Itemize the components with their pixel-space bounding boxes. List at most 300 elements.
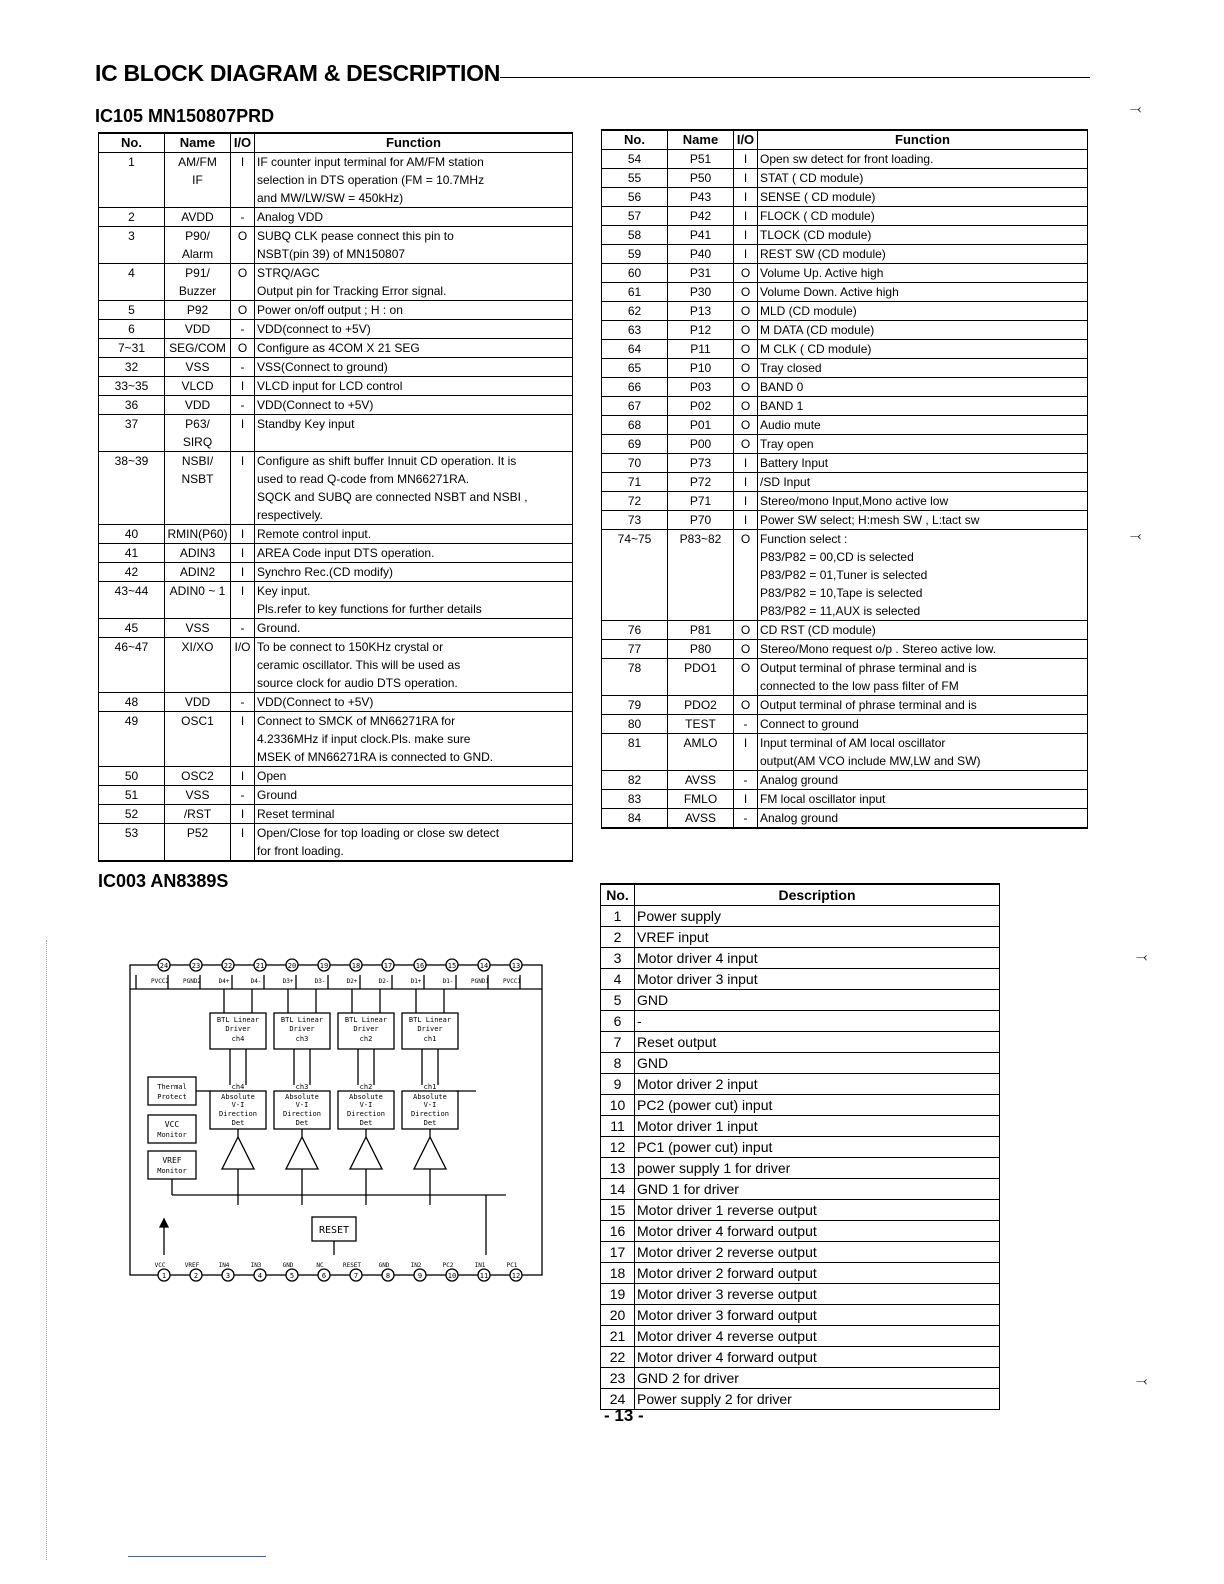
pin-function — [255, 153, 573, 208]
pin-io: I — [231, 525, 255, 544]
pin-function-line: IF counter input terminal for AM/FM station — [257, 155, 484, 169]
pin-function — [255, 619, 573, 638]
pin-function — [758, 188, 1088, 207]
pin-function — [758, 169, 1088, 188]
pin-name-line: P13 — [689, 304, 712, 318]
pin-name-line: RMIN(P60) — [167, 527, 228, 541]
pin-function-line: BAND 0 — [760, 380, 804, 394]
pin-description: Motor driver 4 reverse output — [635, 1326, 1000, 1347]
pin-name — [668, 511, 734, 530]
pin-number: 40 — [99, 525, 165, 544]
pin-name — [668, 207, 734, 226]
table-row — [99, 786, 573, 805]
table-row — [601, 1263, 1000, 1284]
pin-name — [165, 320, 231, 339]
pin-io: - — [734, 715, 758, 734]
pin-function — [758, 283, 1088, 302]
bottom-pin-number: 2 — [193, 1272, 199, 1280]
pin-name-line: P12 — [689, 323, 712, 337]
pin-number: 46~47 — [99, 638, 165, 693]
detector-label: Det — [295, 1119, 309, 1127]
table-row — [602, 696, 1088, 715]
table-row — [99, 712, 573, 767]
pin-number: 83 — [602, 790, 668, 809]
pin-function — [758, 150, 1088, 169]
detector-label: Absolute — [285, 1093, 319, 1101]
table-row — [602, 245, 1088, 264]
pin-io: - — [231, 208, 255, 227]
driver-label: Driver — [289, 1025, 315, 1033]
pin-io: I — [231, 767, 255, 786]
pin-function — [758, 454, 1088, 473]
pin-number: 68 — [602, 416, 668, 435]
pin-number: 21 — [601, 1326, 635, 1347]
pin-name-line: P91/ — [185, 266, 210, 280]
pin-number: 37 — [99, 415, 165, 452]
table-row — [602, 226, 1088, 245]
pin-io: I — [734, 169, 758, 188]
pin-name — [165, 153, 231, 208]
pin-name-line: P31 — [689, 266, 712, 280]
table-row — [602, 283, 1088, 302]
pin-io: I/O — [231, 638, 255, 693]
pin-description: PC1 (power cut) input — [635, 1137, 1000, 1158]
pin-number: 84 — [602, 809, 668, 829]
pin-name — [165, 415, 231, 452]
pin-number: 77 — [602, 640, 668, 659]
pin-function-line: Pls.refer to key functions for further details — [257, 602, 482, 616]
table-row — [602, 640, 1088, 659]
pin-name-line: IF — [192, 173, 203, 187]
pin-io: I — [734, 245, 758, 264]
table-row — [602, 416, 1088, 435]
pin-name-line: Buzzer — [178, 284, 217, 298]
pin-function — [255, 227, 573, 264]
pin-name — [165, 227, 231, 264]
pin-description: Power supply — [635, 906, 1000, 927]
pin-description: PC2 (power cut) input — [635, 1095, 1000, 1116]
ic003-pin-table — [600, 883, 1000, 1410]
pin-name — [668, 435, 734, 454]
pin-name — [668, 150, 734, 169]
pin-io: O — [734, 321, 758, 340]
pin-number: 62 — [602, 302, 668, 321]
bottom-pin-label: NC — [316, 1262, 324, 1269]
pin-function-line: Input terminal of AM local oscillator — [760, 736, 946, 750]
pin-function-line: 4.2336MHz if input clock.Pls. make sure — [257, 732, 471, 746]
pin-function-line: Analog ground — [760, 773, 839, 787]
table-row — [602, 790, 1088, 809]
detector-label: Absolute — [349, 1093, 383, 1101]
pin-function — [255, 301, 573, 320]
pin-io: I — [734, 150, 758, 169]
pin-function-line: Audio mute — [760, 418, 821, 432]
pin-name — [165, 582, 231, 619]
pin-number: 56 — [602, 188, 668, 207]
table-row — [601, 1347, 1000, 1368]
bottom-pin-label: IN3 — [250, 1262, 262, 1269]
pin-name-line: P92 — [186, 303, 209, 317]
thermal-label: Protect — [157, 1093, 187, 1101]
pin-function — [255, 452, 573, 525]
pin-number: 38~39 — [99, 452, 165, 525]
pin-description: VREF input — [635, 927, 1000, 948]
pin-number: 49 — [99, 712, 165, 767]
pin-function-line: Standby Key input — [257, 417, 355, 431]
pin-name-line: AM/FM — [178, 155, 217, 169]
pin-io: O — [734, 530, 758, 621]
top-pin-number: 24 — [159, 962, 169, 970]
pin-name — [668, 790, 734, 809]
header-cell: No. — [602, 130, 668, 150]
pin-function-line: VSS(Connect to ground) — [257, 360, 388, 374]
table-row — [99, 227, 573, 264]
pin-io: I — [231, 377, 255, 396]
pin-description: Motor driver 2 forward output — [635, 1263, 1000, 1284]
table-row — [602, 511, 1088, 530]
pin-function — [758, 734, 1088, 771]
pin-name-line: AMLO — [683, 736, 718, 750]
pin-name — [165, 452, 231, 525]
pin-function — [758, 226, 1088, 245]
pin-io: O — [734, 378, 758, 397]
pin-description: Reset output — [635, 1032, 1000, 1053]
pin-function-line: P83/P82 = 01,Tuner is selected — [760, 568, 928, 582]
pin-io: I — [734, 207, 758, 226]
pin-io: O — [231, 339, 255, 358]
page-number: - 13 - — [604, 1406, 644, 1425]
pin-number: 23 — [601, 1368, 635, 1389]
pin-name-line: PDO1 — [684, 661, 717, 675]
pin-function — [758, 492, 1088, 511]
table-row — [601, 927, 1000, 948]
pin-function — [758, 245, 1088, 264]
pin-io: O — [734, 416, 758, 435]
pin-name — [668, 302, 734, 321]
pin-name-line: OSC1 — [181, 714, 214, 728]
bottom-pin-label: GND — [282, 1262, 294, 1269]
pin-function-line: AREA Code input DTS operation. — [257, 546, 435, 560]
pin-name-line: P50 — [689, 171, 712, 185]
pin-io: O — [734, 283, 758, 302]
top-pin-label: D3+ — [282, 978, 294, 985]
pin-function — [758, 207, 1088, 226]
pin-number: 36 — [99, 396, 165, 415]
table-row — [602, 264, 1088, 283]
bottom-pin-number: 5 — [289, 1272, 295, 1280]
pin-name — [668, 454, 734, 473]
detector-label: Det — [231, 1119, 245, 1127]
pin-number: 4 — [99, 264, 165, 301]
pin-function — [758, 359, 1088, 378]
pin-name-line: TEST — [685, 717, 716, 731]
pin-description: Motor driver 4 forward output — [635, 1221, 1000, 1242]
pin-function — [255, 767, 573, 786]
bottom-pin-label: IN4 — [218, 1262, 230, 1269]
pin-function — [758, 473, 1088, 492]
pin-function — [758, 771, 1088, 790]
table-row — [602, 734, 1088, 771]
pin-function-line: Volume Down. Active high — [760, 285, 899, 299]
pin-function-line: source clock for audio DTS operation. — [257, 676, 458, 690]
pin-function — [758, 809, 1088, 829]
pin-function-line: respectively. — [257, 508, 323, 522]
pin-function-line: Open/Close for top loading or close sw detect — [257, 826, 500, 840]
ic003-block-diagram — [126, 955, 546, 1285]
pin-function-line: Analog VDD — [257, 210, 324, 224]
pin-number: 8 — [601, 1053, 635, 1074]
driver-label: BTL Linear — [216, 1016, 260, 1024]
pin-function-line: connected to the low pass filter of FM — [760, 679, 959, 693]
bottom-pin-number: 3 — [225, 1272, 231, 1280]
vref-monitor-label: VREF — [162, 1156, 182, 1165]
pin-function — [255, 396, 573, 415]
pin-function — [255, 525, 573, 544]
bottom-pin-number: 9 — [417, 1272, 423, 1280]
pin-name-line: P10 — [689, 361, 712, 375]
table-row — [99, 415, 573, 452]
detector-channel: ch1 — [423, 1083, 437, 1091]
pin-number: 24 — [601, 1389, 635, 1410]
table-row — [602, 150, 1088, 169]
table-row — [99, 805, 573, 824]
pin-function — [255, 320, 573, 339]
pin-number: 72 — [602, 492, 668, 511]
pin-function-line: SENSE ( CD module) — [760, 190, 876, 204]
table-row — [99, 396, 573, 415]
pin-description: Motor driver 3 reverse output — [635, 1284, 1000, 1305]
pin-function — [758, 435, 1088, 454]
pin-function-line: NSBT(pin 39) of MN150807 — [257, 247, 406, 261]
pin-name — [165, 264, 231, 301]
pin-function-line: Ground — [257, 788, 298, 802]
pin-number: 51 — [99, 786, 165, 805]
pin-function-line: Remote control input. — [257, 527, 372, 541]
pin-number: 2 — [601, 927, 635, 948]
pin-name — [165, 396, 231, 415]
pin-io: - — [231, 320, 255, 339]
pin-io: - — [231, 358, 255, 377]
pin-io: I — [231, 712, 255, 767]
header-cell: Name — [165, 133, 231, 153]
pin-function-line: M CLK ( CD module) — [760, 342, 872, 356]
top-pin-label: PVCC2 — [150, 978, 170, 985]
pin-number: 63 — [602, 321, 668, 340]
table-row — [99, 153, 573, 208]
bottom-pin-label: VCC — [154, 1262, 166, 1269]
table-row — [99, 563, 573, 582]
pin-io: - — [734, 771, 758, 790]
pin-function-line: Power SW select; H:mesh SW , L:tact sw — [760, 513, 980, 527]
ic105-pin-table-left — [98, 132, 573, 862]
pin-function — [255, 264, 573, 301]
pin-number: 58 — [602, 226, 668, 245]
detector-label: Absolute — [221, 1093, 255, 1101]
pin-name-line: P70 — [689, 513, 712, 527]
pin-io: O — [231, 227, 255, 264]
pin-function-line: Synchro Rec.(CD modify) — [257, 565, 394, 579]
pin-function-line: Reset terminal — [257, 807, 335, 821]
table-row — [601, 1326, 1000, 1347]
pin-name — [668, 378, 734, 397]
pin-number: 7 — [601, 1032, 635, 1053]
pin-number: 76 — [602, 621, 668, 640]
pin-name-line: AVSS — [684, 773, 717, 787]
pin-name-line: NSBI/ — [181, 454, 214, 468]
pin-number: 42 — [99, 563, 165, 582]
pin-name-line: P42 — [689, 209, 712, 223]
pin-name-line: OSC2 — [181, 769, 214, 783]
reset-label: RESET — [318, 1225, 350, 1236]
pin-function — [255, 805, 573, 824]
top-pin-label: D2+ — [346, 978, 358, 985]
pin-number: 54 — [602, 150, 668, 169]
pin-function-line: VLCD input for LCD control — [257, 379, 403, 393]
detector-channel: ch2 — [359, 1083, 373, 1091]
pin-description: Motor driver 1 reverse output — [635, 1200, 1000, 1221]
pin-io: I — [734, 790, 758, 809]
pin-function-line: Connect to SMCK of MN66271RA for — [257, 714, 456, 728]
pin-io: I — [231, 415, 255, 452]
header-cell: Function — [758, 130, 1088, 150]
table-row — [601, 1179, 1000, 1200]
pin-name — [165, 563, 231, 582]
pin-number: 61 — [602, 283, 668, 302]
pin-function — [255, 693, 573, 712]
pin-name — [165, 712, 231, 767]
pin-function — [758, 790, 1088, 809]
pin-function-line: MLD (CD module) — [760, 304, 857, 318]
pin-function — [255, 544, 573, 563]
pin-name-line: FMLO — [683, 792, 718, 806]
table-row — [601, 1305, 1000, 1326]
bottom-pin-label: VREF — [184, 1262, 200, 1269]
pin-function — [758, 302, 1088, 321]
top-pin-number: 22 — [223, 962, 233, 970]
driver-channel: ch4 — [231, 1035, 245, 1043]
driver-label: BTL Linear — [408, 1016, 452, 1024]
pin-io: I — [734, 511, 758, 530]
pin-function-line: TLOCK (CD module) — [760, 228, 872, 242]
pin-io: I — [231, 582, 255, 619]
table-row — [99, 377, 573, 396]
pin-name-line: XI/XO — [181, 640, 214, 654]
pin-function-line: CD RST (CD module) — [760, 623, 876, 637]
table-row — [602, 621, 1088, 640]
pin-name — [668, 359, 734, 378]
pin-description: Motor driver 2 input — [635, 1074, 1000, 1095]
title-rule — [500, 77, 1090, 78]
pin-name — [165, 786, 231, 805]
top-pin-number: 18 — [351, 962, 361, 970]
amplifier-triangle — [286, 1137, 318, 1169]
header-cell: I/O — [734, 130, 758, 150]
table-row — [602, 454, 1088, 473]
amplifier-triangle — [222, 1137, 254, 1169]
pin-function — [758, 397, 1088, 416]
pin-number: 32 — [99, 358, 165, 377]
pin-function-line: Tray closed — [760, 361, 822, 375]
bottom-rule — [128, 1556, 266, 1557]
pin-description: GND 2 for driver — [635, 1368, 1000, 1389]
table-row — [602, 378, 1088, 397]
pin-number: 17 — [601, 1242, 635, 1263]
pin-io: I — [734, 188, 758, 207]
table-row — [602, 169, 1088, 188]
pin-name-line: P11 — [690, 342, 711, 356]
pin-name — [668, 283, 734, 302]
pin-name-line: Alarm — [181, 247, 214, 261]
detector-label: Direction — [411, 1110, 449, 1118]
top-pin-label: D1- — [442, 978, 454, 985]
pin-name-line: SIRQ — [182, 435, 213, 449]
table-row — [602, 771, 1088, 790]
pin-io: I — [734, 473, 758, 492]
pin-function-line: Output terminal of phrase terminal and is — [760, 698, 977, 712]
pin-number: 53 — [99, 824, 165, 862]
pin-function-line: FLOCK ( CD module) — [760, 209, 875, 223]
pin-name-line: AVSS — [684, 811, 717, 825]
pin-function-line: Configure as 4COM X 21 SEG — [257, 341, 420, 355]
pin-name-line: P71 — [689, 494, 712, 508]
pin-function-line: VDD(Connect to +5V) — [257, 398, 374, 412]
table-row — [601, 969, 1000, 990]
amplifier-triangle — [350, 1137, 382, 1169]
pin-name-line: P90/ — [185, 229, 210, 243]
pin-number: 81 — [602, 734, 668, 771]
pin-function-line: Output pin for Tracking Error signal. — [257, 284, 447, 298]
table-row — [99, 693, 573, 712]
driver-label: Driver — [417, 1025, 443, 1033]
table-row — [601, 1389, 1000, 1410]
pin-function-line: STAT ( CD module) — [760, 171, 864, 185]
pin-name-line: AVDD — [181, 210, 214, 224]
pin-number: 45 — [99, 619, 165, 638]
table-row — [99, 452, 573, 525]
pin-number: 20 — [601, 1305, 635, 1326]
pin-name — [668, 473, 734, 492]
pin-function-line — [257, 433, 570, 451]
pin-number: 60 — [602, 264, 668, 283]
pin-function-line: output(AM VCO include MW,LW and SW) — [760, 754, 981, 768]
pin-function — [758, 511, 1088, 530]
pin-number: 2 — [99, 208, 165, 227]
pin-function-line: Open — [257, 769, 287, 783]
table-row — [601, 948, 1000, 969]
table-row — [602, 340, 1088, 359]
table-row — [601, 906, 1000, 927]
pin-function-line: Power on/off output ; H : on — [257, 303, 403, 317]
pin-description: - — [635, 1011, 1000, 1032]
table-row — [601, 1284, 1000, 1305]
pin-number: 70 — [602, 454, 668, 473]
pin-name-line: VDD — [184, 322, 211, 336]
pin-function-line: Battery Input — [760, 456, 829, 470]
pin-number: 52 — [99, 805, 165, 824]
pin-name — [668, 416, 734, 435]
pin-function-line: for front loading. — [257, 844, 344, 858]
top-pin-label: D3- — [314, 978, 326, 985]
pin-name — [668, 659, 734, 696]
bottom-pin-number: 8 — [385, 1272, 391, 1280]
pin-io: I — [734, 226, 758, 245]
pin-function-line: Key input. — [257, 584, 311, 598]
pin-name-line: P73 — [689, 456, 712, 470]
table-row — [601, 1137, 1000, 1158]
table-row — [99, 638, 573, 693]
pin-name — [668, 264, 734, 283]
table-row — [602, 435, 1088, 454]
